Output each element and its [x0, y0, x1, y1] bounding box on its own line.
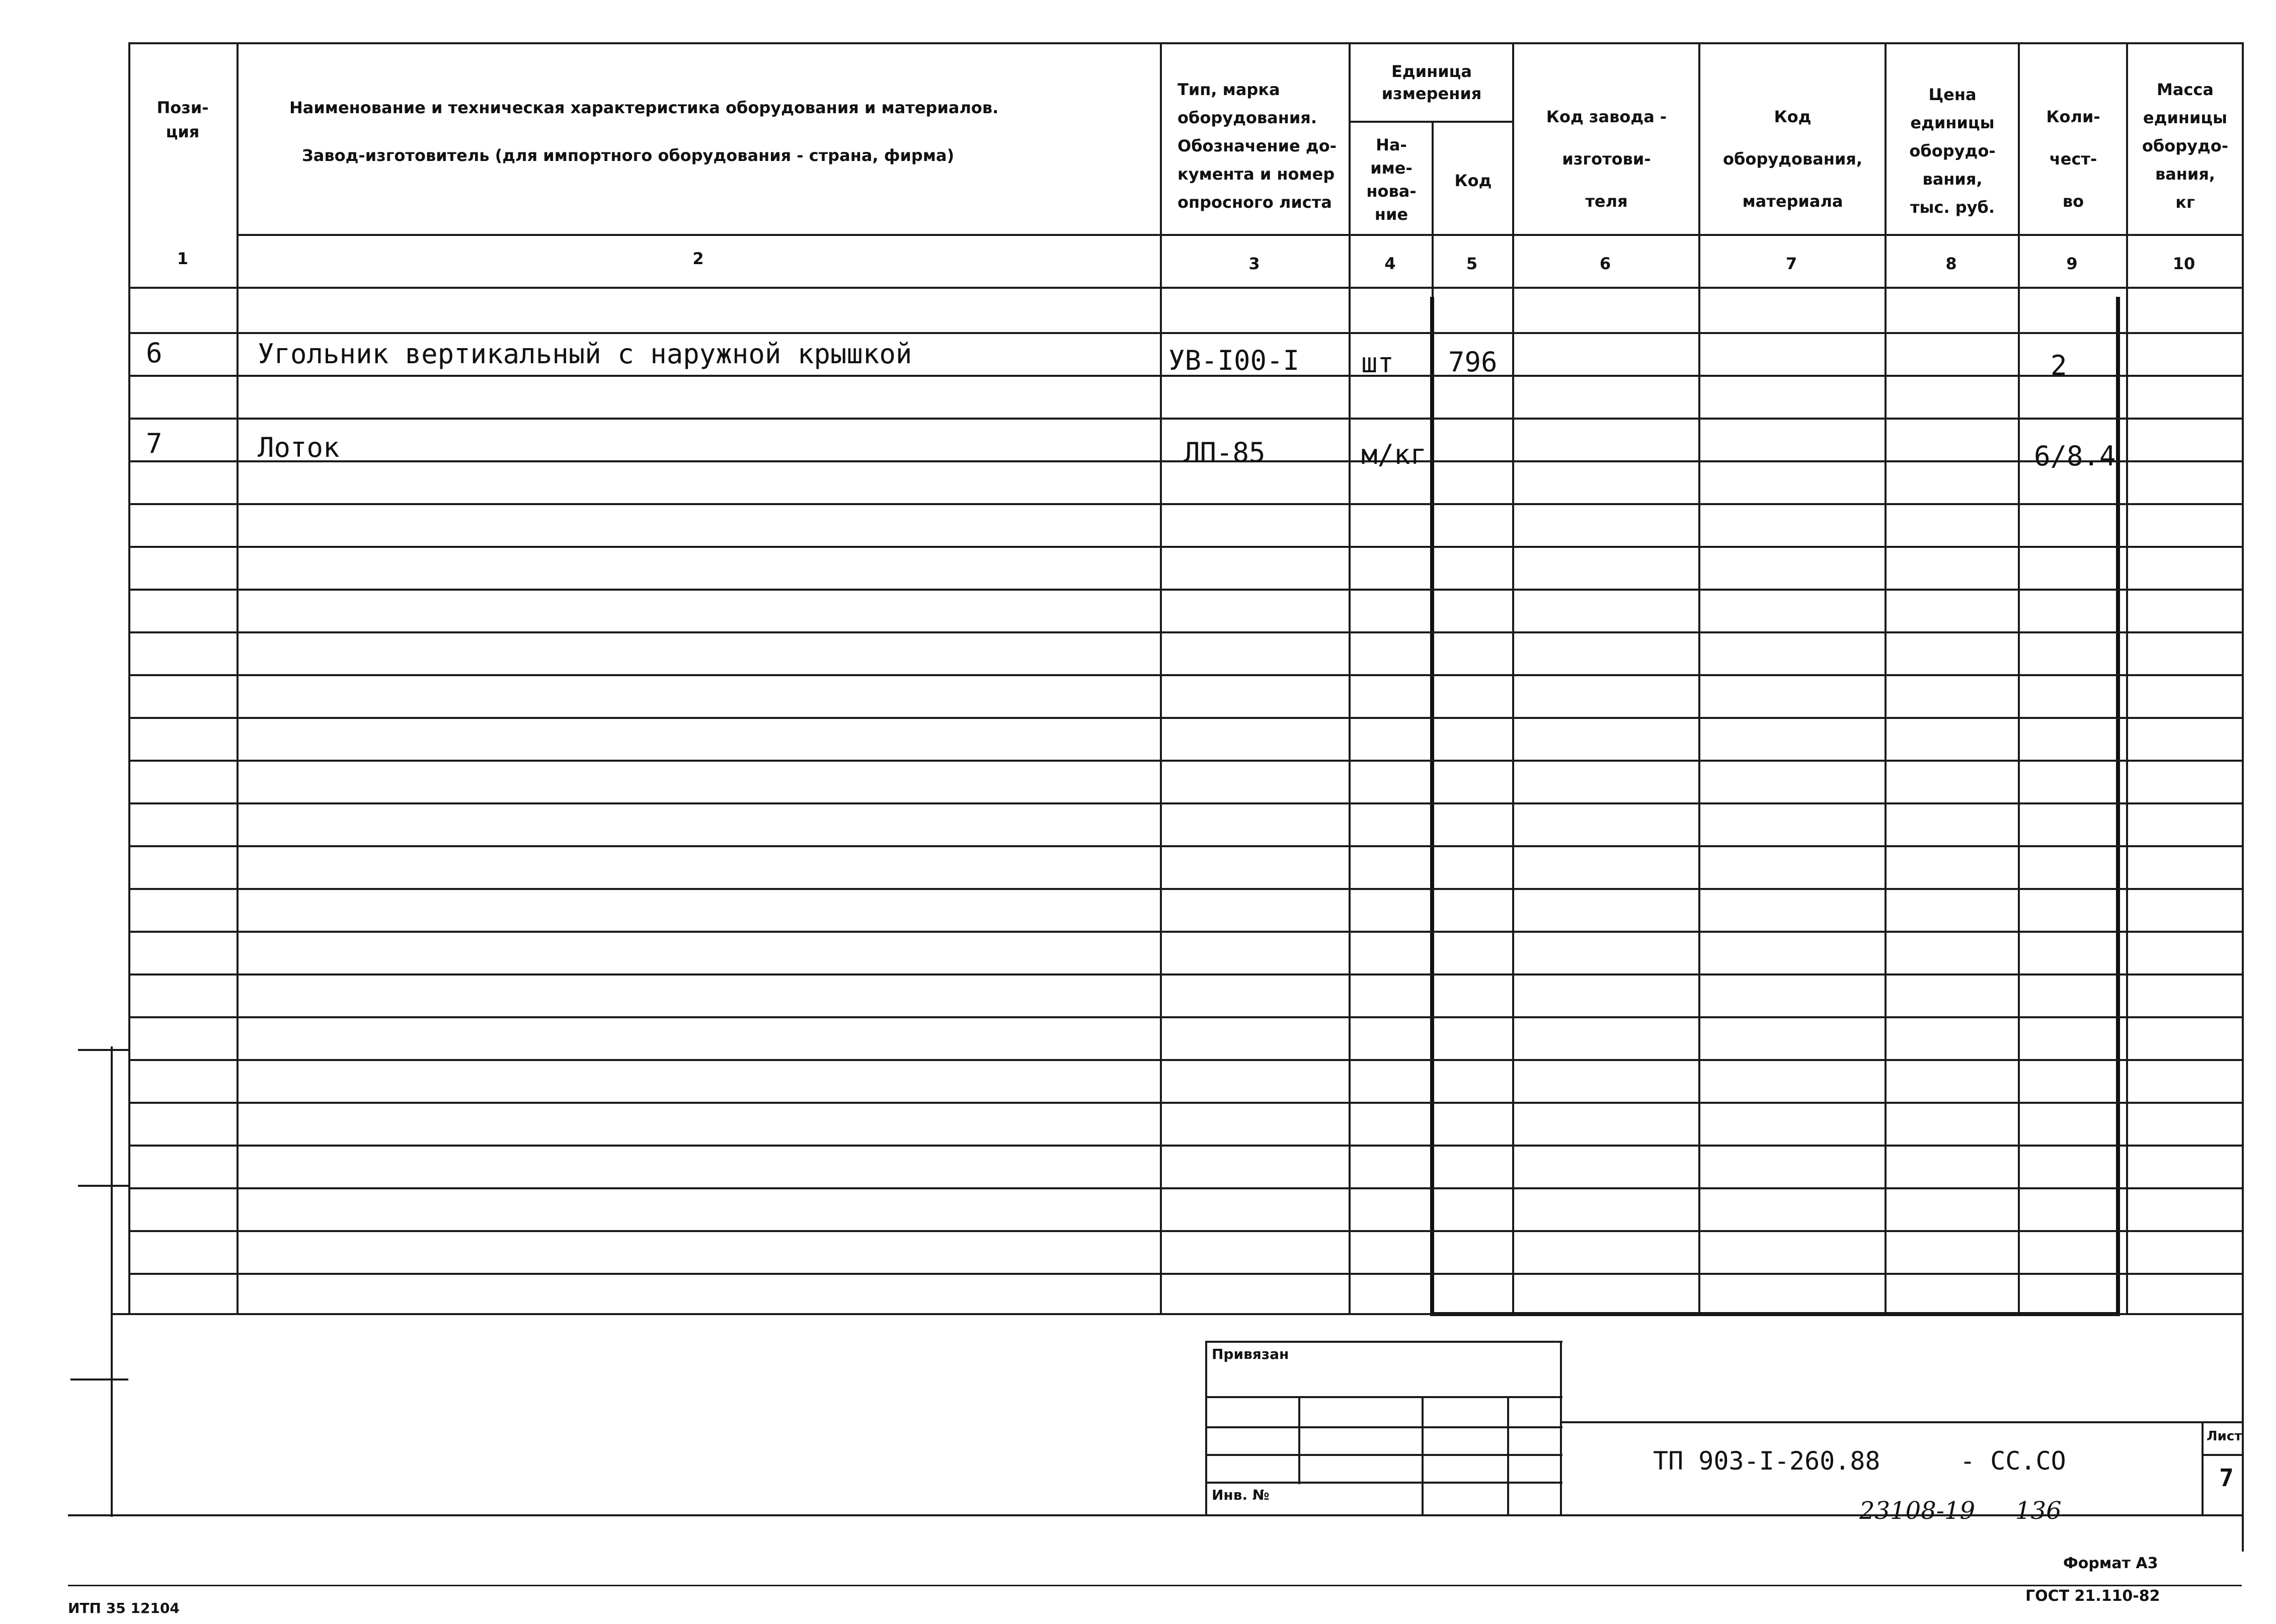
column-number-2: 2 — [692, 249, 704, 268]
column-number-1: 1 — [177, 249, 189, 268]
row-7-type: ЛП-85 — [1184, 437, 1266, 468]
table-row-line — [128, 674, 2242, 676]
document-suffix: - СС.СО — [1960, 1446, 2066, 1476]
column-number-3: 3 — [1248, 254, 1260, 273]
table-row-line — [128, 1145, 2242, 1147]
header-unit-name: На- име- нова- ние — [1366, 135, 1417, 224]
column-number-9: 9 — [2066, 254, 2078, 273]
row-6-quantity: 2 — [2051, 350, 2067, 381]
header-quantity: Коли- чест- во — [2046, 107, 2100, 211]
table-row-line — [128, 802, 2242, 804]
row-6-position: 6 — [146, 337, 163, 369]
document-code — [1653, 1446, 1880, 1476]
archive-number: 23108-19 — [1859, 1497, 1975, 1525]
row-7-quantity: 6/8.4 — [2034, 440, 2116, 472]
archive-sheet: 136 — [2015, 1497, 2062, 1525]
header-unit-mass: Масса единицы оборудо- вания, кг — [2142, 80, 2229, 212]
table-row-line — [128, 546, 2242, 548]
table-row-line — [128, 1187, 2242, 1189]
table-row-line — [128, 760, 2242, 762]
sheet-label: Лист — [2207, 1429, 2242, 1444]
table-row-line — [128, 332, 2242, 334]
table-row-line — [128, 503, 2242, 505]
margin-tick — [70, 1378, 128, 1381]
row-7-name: Лоток — [258, 432, 340, 463]
table-row-line — [128, 589, 2242, 591]
column-number-5: 5 — [1466, 254, 1478, 273]
header-unit-price: Цена единицы оборудо- вания, тыс. руб. — [1909, 85, 1996, 217]
row-7-position: 7 — [146, 428, 163, 459]
table-row-line — [128, 1059, 2242, 1061]
table-row-line — [128, 845, 2242, 847]
table-row-line — [128, 1016, 2242, 1018]
header-name-line2: Завод-изготовитель (для импортного оборудования - страна, фирма) — [302, 146, 955, 165]
stamp-privyazan: Привязан — [1212, 1346, 1289, 1362]
sheet-number: 7 — [2219, 1464, 2234, 1492]
doc-code-text: ТП 903-I-260.88 — [1653, 1446, 1880, 1476]
row-7-unit: м/кг — [1361, 439, 1427, 470]
table-row-line — [128, 1102, 2242, 1104]
column-number-10: 10 — [2172, 254, 2195, 273]
table-row-line — [128, 418, 2242, 420]
column-number-6: 6 — [1599, 254, 1611, 273]
column-number-4: 4 — [1384, 254, 1396, 273]
row-6-name: Угольник вертикальный с наружной крышкой — [258, 338, 912, 370]
print-code: ИТП 35 12104 — [68, 1600, 180, 1616]
table-row-line — [128, 888, 2242, 890]
table-row-line — [128, 631, 2242, 633]
header-unit-group: Единица измерения — [1381, 62, 1482, 103]
table-row-line — [128, 931, 2242, 933]
row-6-unit: шт — [1361, 347, 1394, 379]
header-factory-code: Код завода - изготови- теля — [1546, 107, 1667, 211]
table-row-line — [128, 1273, 2242, 1275]
margin-line — [111, 1046, 113, 1517]
column-number-7: 7 — [1785, 254, 1797, 273]
header-equipment-code: Код оборудования, материала — [1723, 107, 1862, 211]
table-row-line — [128, 717, 2242, 719]
stamp-inv-no: Инв. № — [1212, 1487, 1270, 1503]
header-position: Пози- ция — [156, 98, 209, 141]
header-unit-code: Код — [1454, 171, 1492, 190]
row-6-code: 796 — [1448, 346, 1498, 378]
table-row-line — [128, 973, 2242, 976]
header-name-line1: Наименование и техническая характеристика оборудования и материалов. — [289, 98, 999, 117]
format-label: Формат А3 — [2063, 1555, 2158, 1572]
header-type: Тип, марка оборудования. Обозначение до- кумента и номер опросного листа — [1178, 80, 1337, 212]
margin-tick — [78, 1049, 128, 1051]
column-number-8: 8 — [1945, 254, 1957, 273]
margin-tick — [78, 1185, 128, 1187]
row-6-type: УВ-I00-I — [1168, 345, 1300, 376]
footer-rule — [68, 1585, 2242, 1586]
table-row-line — [128, 1230, 2242, 1232]
gost-label: ГОСТ 21.110-82 — [2025, 1587, 2160, 1605]
